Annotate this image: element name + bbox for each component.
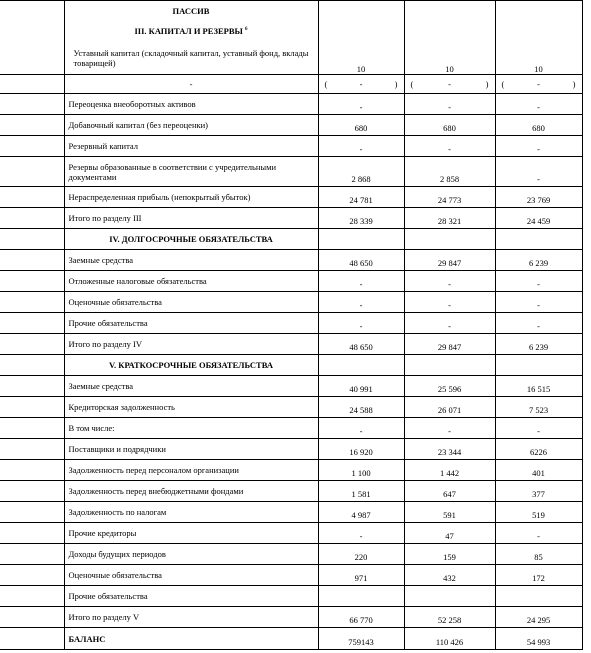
code-cell <box>0 229 64 250</box>
value-cell: - <box>495 157 582 187</box>
value-cell: - <box>318 418 404 439</box>
value-cell: 971 <box>318 565 404 586</box>
value-cell: - <box>318 292 404 313</box>
section-title <box>69 26 314 36</box>
value-cell: - <box>495 523 582 544</box>
code-cell <box>0 355 64 376</box>
code-cell <box>0 439 64 460</box>
table-row <box>0 418 582 439</box>
table-row <box>0 313 582 334</box>
value-cell: 7 523 <box>495 397 582 418</box>
value-cell: 10 <box>495 1 582 75</box>
value-cell: 159 <box>404 544 495 565</box>
table-row <box>0 334 582 355</box>
row-label: - <box>64 75 318 94</box>
row-label: Резервы образованные в соответствии с учредительными документами <box>64 157 318 187</box>
close-paren: ) <box>394 79 398 89</box>
value-cell: 680 <box>404 115 495 136</box>
value-cell: - <box>495 313 582 334</box>
code-cell <box>0 1 64 75</box>
table-row <box>0 157 582 187</box>
value-cell: 48 650 <box>318 250 404 271</box>
code-cell <box>0 376 64 397</box>
value-cell: - <box>404 313 495 334</box>
table-row <box>0 271 582 292</box>
value-cell <box>318 586 404 607</box>
value-cell: 47 <box>404 523 495 544</box>
code-cell <box>0 544 64 565</box>
value-cell: 6 239 <box>495 334 582 355</box>
value-cell: 24 459 <box>495 208 582 229</box>
value-cell: - <box>404 136 495 157</box>
paren-cell <box>495 75 582 94</box>
table-row <box>0 628 582 650</box>
value-cell <box>495 229 582 250</box>
value-cell: 29 847 <box>404 250 495 271</box>
value-cell: 29 847 <box>404 334 495 355</box>
table-row <box>0 481 582 502</box>
value-cell: 16 920 <box>318 439 404 460</box>
value-cell: 680 <box>318 115 404 136</box>
value-cell <box>404 586 495 607</box>
value-cell: - <box>318 271 404 292</box>
value-cell: 4 987 <box>318 502 404 523</box>
paren-value: - <box>448 79 451 89</box>
row-label: Заемные средства <box>64 250 318 271</box>
table-row <box>0 460 582 481</box>
row-label: Задолженность перед внебюджетными фондами <box>64 481 318 502</box>
value-cell: 2 858 <box>404 157 495 187</box>
row-label: Отложенные налоговые обязательства <box>64 271 318 292</box>
row-label: Резервный капитал <box>64 136 318 157</box>
open-paren: ( <box>501 79 505 89</box>
value-cell: - <box>318 313 404 334</box>
code-cell <box>0 397 64 418</box>
footnote-mark: 6 <box>245 27 248 33</box>
value-cell: 40 991 <box>318 376 404 397</box>
table-row <box>0 397 582 418</box>
code-cell <box>0 481 64 502</box>
value-cell: - <box>495 94 582 115</box>
code-cell <box>0 460 64 481</box>
code-cell <box>0 418 64 439</box>
row-label: Переоценка внеоборотных активов <box>64 94 318 115</box>
code-cell <box>0 502 64 523</box>
code-cell <box>0 628 64 650</box>
table-row <box>0 439 582 460</box>
table-row <box>0 115 582 136</box>
value-cell: 28 339 <box>318 208 404 229</box>
code-cell <box>0 586 64 607</box>
value-cell: 52 258 <box>404 607 495 628</box>
row-label: Доходы будущих периодов <box>64 544 318 565</box>
value-cell: - <box>404 292 495 313</box>
table-row <box>0 94 582 115</box>
value-cell: 10 <box>404 1 495 75</box>
table-row <box>0 292 582 313</box>
code-cell <box>0 607 64 628</box>
row-label: В том числе: <box>64 418 318 439</box>
row-label: Итого по разделу III <box>64 208 318 229</box>
paren-value: - <box>359 79 363 89</box>
code-cell <box>0 115 64 136</box>
close-paren: ) <box>485 79 489 89</box>
value-cell: 66 770 <box>318 607 404 628</box>
paren-row <box>0 75 582 94</box>
value-cell: 519 <box>495 502 582 523</box>
table-row <box>0 376 582 397</box>
value-cell: 2 868 <box>318 157 404 187</box>
value-cell: 647 <box>404 481 495 502</box>
row-label: Задолженность перед персоналом организации <box>64 460 318 481</box>
row-label: Уставный капитал (складочный капитал, уставный фонд, вклады товарищей) <box>73 48 309 68</box>
code-cell <box>0 271 64 292</box>
code-cell <box>0 136 64 157</box>
value-cell: - <box>318 136 404 157</box>
row-label: Кредиторская задолженность <box>64 397 318 418</box>
value-cell: - <box>495 136 582 157</box>
value-cell: - <box>404 418 495 439</box>
value-cell: 10 <box>318 1 404 75</box>
code-cell <box>0 292 64 313</box>
value-cell: 24 773 <box>404 187 495 208</box>
table-row <box>0 523 582 544</box>
table-row <box>0 187 582 208</box>
row-label: Прочие обязательства <box>64 586 318 607</box>
value-cell: 1 100 <box>318 460 404 481</box>
value-cell: 25 596 <box>404 376 495 397</box>
paren-cell <box>318 75 404 94</box>
section-title-text: III. КАПИТАЛ И РЕЗЕРВЫ <box>134 26 243 36</box>
code-cell <box>0 334 64 355</box>
table-row <box>0 565 582 586</box>
open-paren: ( <box>324 79 328 89</box>
table-row <box>0 586 582 607</box>
value-cell <box>404 355 495 376</box>
value-cell: 680 <box>495 115 582 136</box>
value-cell: 591 <box>404 502 495 523</box>
value-cell: 23 769 <box>495 187 582 208</box>
code-cell <box>0 565 64 586</box>
paren-value: - <box>537 79 540 89</box>
row-label: Нераспределенная прибыль (непокрытый убыток) <box>64 187 318 208</box>
value-cell: 24 295 <box>495 607 582 628</box>
value-cell: 26 071 <box>404 397 495 418</box>
page-title: ПАССИВ <box>172 6 210 16</box>
value-cell: - <box>495 271 582 292</box>
section-title: V. КРАТКОСРОЧНЫЕ ОБЯЗАТЕЛЬСТВА <box>64 355 318 376</box>
section-header-row <box>0 229 582 250</box>
row-label: Задолженность по налогам <box>64 502 318 523</box>
value-cell: 28 321 <box>404 208 495 229</box>
value-cell <box>318 229 404 250</box>
value-cell: 220 <box>318 544 404 565</box>
row-label: Оценочные обязательства <box>64 292 318 313</box>
value-cell: 54 993 <box>495 628 582 650</box>
row-label: Добавочный капитал (без переоценки) <box>64 115 318 136</box>
header-row <box>0 1 582 75</box>
code-cell <box>0 94 64 115</box>
code-cell <box>0 250 64 271</box>
value-cell: 1 442 <box>404 460 495 481</box>
table-row <box>0 607 582 628</box>
table-row <box>0 544 582 565</box>
value-cell: 48 650 <box>318 334 404 355</box>
code-cell <box>0 75 64 94</box>
row-label: Прочие кредиторы <box>64 523 318 544</box>
value-cell: 6 239 <box>495 250 582 271</box>
value-cell: - <box>404 271 495 292</box>
table-body <box>0 1 582 650</box>
row-label: Прочие обязательства <box>64 313 318 334</box>
value-cell: 23 344 <box>404 439 495 460</box>
value-cell: 16 515 <box>495 376 582 397</box>
value-cell: 377 <box>495 481 582 502</box>
value-cell: 24 781 <box>318 187 404 208</box>
table-row <box>0 502 582 523</box>
value-cell: - <box>318 94 404 115</box>
value-cell: 1 581 <box>318 481 404 502</box>
table-row <box>0 136 582 157</box>
value-cell: 85 <box>495 544 582 565</box>
code-cell <box>0 187 64 208</box>
value-cell: - <box>318 523 404 544</box>
value-cell: 432 <box>404 565 495 586</box>
code-cell <box>0 313 64 334</box>
header-label-cell <box>64 1 318 75</box>
value-cell: 759143 <box>318 628 404 650</box>
value-cell: 110 426 <box>404 628 495 650</box>
row-label: Итого по разделу V <box>64 607 318 628</box>
table-row <box>0 208 582 229</box>
value-cell: 401 <box>495 460 582 481</box>
value-cell <box>318 355 404 376</box>
value-cell <box>495 355 582 376</box>
row-label: БАЛАНС <box>64 628 318 650</box>
value-cell <box>404 229 495 250</box>
row-label: Оценочные обязательства <box>64 565 318 586</box>
value-cell: - <box>495 418 582 439</box>
code-cell <box>0 157 64 187</box>
value-cell: - <box>495 292 582 313</box>
value-cell: - <box>404 94 495 115</box>
value-cell <box>495 586 582 607</box>
value-cell: 24 588 <box>318 397 404 418</box>
row-label: Итого по разделу IV <box>64 334 318 355</box>
close-paren: ) <box>572 79 576 89</box>
section-title: IV. ДОЛГОСРОЧНЫЕ ОБЯЗАТЕЛЬСТВА <box>64 229 318 250</box>
table-row <box>0 250 582 271</box>
value-cell: 172 <box>495 565 582 586</box>
section-header-row <box>0 355 582 376</box>
value-cell: 6226 <box>495 439 582 460</box>
paren-cell <box>404 75 495 94</box>
row-label: Заемные средства <box>64 376 318 397</box>
row-label: Поставщики и подрядчики <box>64 439 318 460</box>
code-cell <box>0 523 64 544</box>
code-cell <box>0 208 64 229</box>
open-paren: ( <box>410 79 414 89</box>
